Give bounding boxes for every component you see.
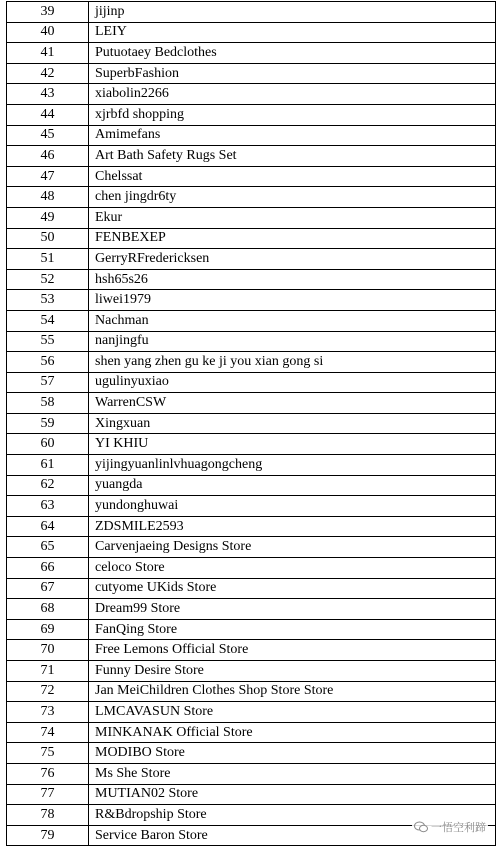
row-number: 59 [7, 413, 89, 434]
store-name: nanjingfu [89, 331, 496, 352]
row-number: 61 [7, 455, 89, 476]
row-number: 74 [7, 722, 89, 743]
store-name: MINKANAK Official Store [89, 722, 496, 743]
store-name: Putuotaey Bedclothes [89, 43, 496, 64]
row-number: 45 [7, 125, 89, 146]
store-name: xjrbfd shopping [89, 104, 496, 125]
store-name: Jan MeiChildren Clothes Shop Store Store [89, 681, 496, 702]
table-row [7, 455, 496, 476]
row-number: 50 [7, 228, 89, 249]
store-name: Chelssat [89, 166, 496, 187]
store-name: SuperbFashion [89, 63, 496, 84]
row-number: 66 [7, 558, 89, 579]
row-number: 72 [7, 681, 89, 702]
table-row [7, 619, 496, 640]
row-number: 49 [7, 207, 89, 228]
table-row [7, 43, 496, 64]
table-row [7, 661, 496, 682]
store-name: Dream99 Store [89, 599, 496, 620]
row-number: 43 [7, 84, 89, 105]
table-row [7, 599, 496, 620]
store-name: cutyome UKids Store [89, 578, 496, 599]
row-number: 55 [7, 331, 89, 352]
store-name: Amimefans [89, 125, 496, 146]
store-name: yuangda [89, 475, 496, 496]
table-row [7, 763, 496, 784]
row-number: 63 [7, 496, 89, 517]
row-number: 67 [7, 578, 89, 599]
row-number: 69 [7, 619, 89, 640]
table-row [7, 722, 496, 743]
table-row [7, 393, 496, 414]
store-name: YI KHIU [89, 434, 496, 455]
table-row [7, 743, 496, 764]
table-row [7, 146, 496, 167]
table-row [7, 372, 496, 393]
row-number: 53 [7, 290, 89, 311]
store-name: jijinp [89, 2, 496, 23]
row-number: 42 [7, 63, 89, 84]
row-number: 56 [7, 352, 89, 373]
store-name: ZDSMILE2593 [89, 516, 496, 537]
table-row [7, 558, 496, 579]
store-name: LEIY [89, 22, 496, 43]
store-name: Service Baron Store [89, 825, 496, 846]
table-row [7, 413, 496, 434]
table-row [7, 125, 496, 146]
store-list-body [7, 2, 496, 846]
row-number: 40 [7, 22, 89, 43]
row-number: 47 [7, 166, 89, 187]
watermark [412, 818, 488, 836]
row-number: 68 [7, 599, 89, 620]
row-number: 44 [7, 104, 89, 125]
row-number: 71 [7, 661, 89, 682]
store-name: ugulinyuxiao [89, 372, 496, 393]
store-name: chen jingdr6ty [89, 187, 496, 208]
store-name: MUTIAN02 Store [89, 784, 496, 805]
store-name: Carvenjaeing Designs Store [89, 537, 496, 558]
table-row [7, 784, 496, 805]
table-row [7, 516, 496, 537]
wechat-bubble-icon [414, 821, 428, 833]
table-row [7, 63, 496, 84]
row-number: 60 [7, 434, 89, 455]
store-name: shen yang zhen gu ke ji you xian gong si [89, 352, 496, 373]
row-number: 64 [7, 516, 89, 537]
row-number: 54 [7, 310, 89, 331]
row-number: 57 [7, 372, 89, 393]
row-number: 75 [7, 743, 89, 764]
table-row [7, 290, 496, 311]
row-number: 39 [7, 2, 89, 23]
row-number: 41 [7, 43, 89, 64]
table-row [7, 2, 496, 23]
store-name: Ekur [89, 207, 496, 228]
table-row [7, 537, 496, 558]
table-row [7, 352, 496, 373]
table-row [7, 310, 496, 331]
table-row [7, 578, 496, 599]
store-name: Free Lemons Official Store [89, 640, 496, 661]
table-row [7, 249, 496, 270]
store-name: liwei1979 [89, 290, 496, 311]
table-row [7, 331, 496, 352]
table-row [7, 681, 496, 702]
table-row [7, 207, 496, 228]
row-number: 77 [7, 784, 89, 805]
table-row [7, 228, 496, 249]
store-name: Xingxuan [89, 413, 496, 434]
store-name: MODIBO Store [89, 743, 496, 764]
row-number: 51 [7, 249, 89, 270]
store-name: celoco Store [89, 558, 496, 579]
store-name: Art Bath Safety Rugs Set [89, 146, 496, 167]
table-row [7, 434, 496, 455]
store-name: LMCAVASUN Store [89, 702, 496, 723]
store-name: R&Bdropship Store [89, 805, 496, 826]
table-row [7, 702, 496, 723]
store-list-table [6, 1, 496, 846]
table-row [7, 475, 496, 496]
store-name: Funny Desire Store [89, 661, 496, 682]
row-number: 65 [7, 537, 89, 558]
row-number: 48 [7, 187, 89, 208]
store-name: WarrenCSW [89, 393, 496, 414]
row-number: 62 [7, 475, 89, 496]
store-name: FENBEXEP [89, 228, 496, 249]
table-row [7, 269, 496, 290]
row-number: 46 [7, 146, 89, 167]
store-name: GerryRFredericksen [89, 249, 496, 270]
row-number: 76 [7, 763, 89, 784]
row-number: 52 [7, 269, 89, 290]
store-name: xiabolin2266 [89, 84, 496, 105]
row-number: 70 [7, 640, 89, 661]
store-name: FanQing Store [89, 619, 496, 640]
table-row [7, 640, 496, 661]
table-row [7, 104, 496, 125]
store-name: Nachman [89, 310, 496, 331]
store-name: yijingyuanlinlvhuagongcheng [89, 455, 496, 476]
row-number: 78 [7, 805, 89, 826]
table-row [7, 84, 496, 105]
row-number: 79 [7, 825, 89, 846]
watermark-text: 一悟空利蹄 [431, 821, 486, 834]
row-number: 73 [7, 702, 89, 723]
store-name: hsh65s26 [89, 269, 496, 290]
table-row [7, 166, 496, 187]
table-row [7, 496, 496, 517]
table-row [7, 22, 496, 43]
store-name: Ms She Store [89, 763, 496, 784]
table-row [7, 187, 496, 208]
row-number: 58 [7, 393, 89, 414]
store-name: yundonghuwai [89, 496, 496, 517]
